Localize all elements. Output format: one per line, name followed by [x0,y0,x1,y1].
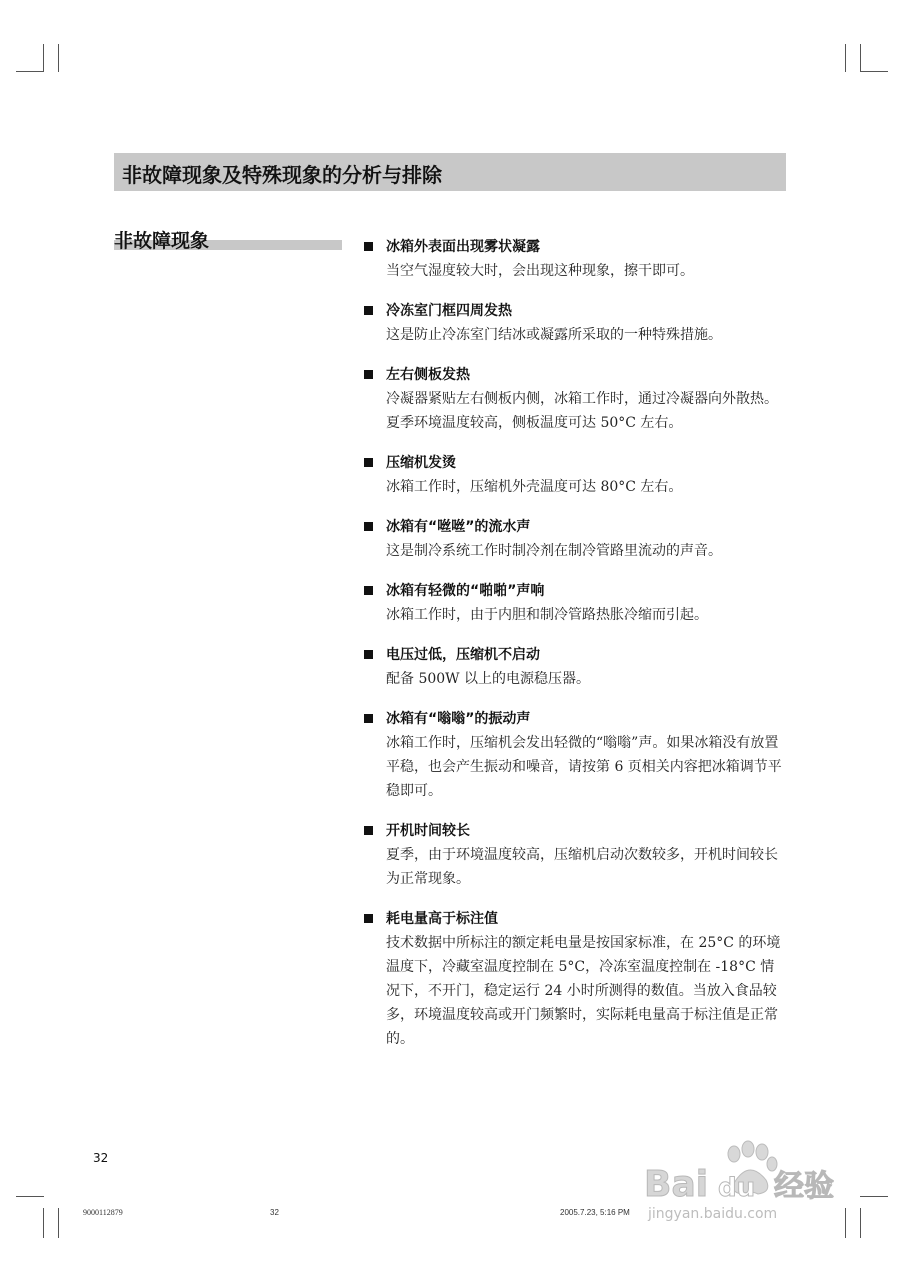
footer-document-code: 9000112879 [83,1208,123,1217]
item-body: 冰箱工作时，压缩机外壳温度可达 80°C 左右。 [386,479,683,495]
item-body: 配备 500W 以上的电源稳压器。 [386,671,591,687]
footer-page-number: 32 [270,1208,279,1217]
square-bullet-icon [364,914,373,923]
crop-mark [845,44,846,72]
square-bullet-icon [364,370,373,379]
square-bullet-icon [364,826,373,835]
square-bullet-icon [364,522,373,531]
list-item [364,644,788,691]
list-item [364,820,788,891]
square-bullet-icon [364,306,373,315]
watermark-du-text: du [718,1173,756,1203]
baidu-paw-logo-icon [640,1138,850,1228]
crop-mark [16,71,44,72]
crop-mark [860,71,888,72]
item-title: 冰箱有“嗡嗡”的振动声 [386,711,531,727]
watermark-url: jingyan.baidu.com [648,1206,778,1222]
footer-timestamp: 2005.7.23, 5:16 PM [560,1208,630,1217]
item-title: 冰箱外表面出现雾状凝露 [386,239,540,255]
item-title: 冰箱有“咝咝”的流水声 [386,519,531,535]
square-bullet-icon [364,650,373,659]
item-body: 夏季，由于环境温度较高，压缩机启动次数较多，开机时间较长为正常现象。 [386,847,778,887]
list-item [364,236,788,283]
page-number: 32 [93,1151,109,1165]
item-title: 耗电量高于标注值 [386,911,498,927]
square-bullet-icon [364,586,373,595]
item-body: 冰箱工作时，压缩机会发出轻微的“嗡嗡”声。如果冰箱没有放置平稳，也会产生振动和噪音，请按第 6 页相关内容把冰箱调节平稳即可。 [386,735,782,799]
crop-mark [860,1208,861,1238]
item-body: 这是防止冷冻室门结冰或凝露所采取的一种特殊措施。 [386,327,722,343]
crop-mark [58,1208,59,1238]
list-item [364,516,788,563]
crop-mark [43,44,44,72]
list-item [364,452,788,499]
list-item [364,908,788,1051]
item-body: 冰箱工作时，由于内胆和制冷管路热胀冷缩而引起。 [386,607,708,623]
crop-mark [43,1208,44,1238]
square-bullet-icon [364,242,373,251]
section-heading: 非故障现象 [114,230,210,252]
list-item [364,580,788,627]
list-item [364,364,788,435]
item-body: 这是制冷系统工作时制冷剂在制冷管路里流动的声音。 [386,543,722,559]
page-title: 非故障现象及特殊现象的分析与排除 [122,163,442,187]
item-title: 冷冻室门框四周发热 [386,303,512,319]
list-item [364,300,788,347]
phenomenon-list [364,236,788,1068]
crop-mark [860,1196,888,1197]
item-body: 技术数据中所标注的额定耗电量是按国家标准，在 25°C 的环境温度下，冷藏室温度控制在 5°C，冷冻室温度控制在 -18°C 情况下，不开门，稳定运行 24 小时所测得的数值。当放入食品较多，环境温度较高或开门频繁时，实际耗电量高于标注值是正常的。 [386,935,781,1047]
crop-mark [58,44,59,72]
item-title: 冰箱有轻微的“啪啪”声响 [386,583,545,599]
baidu-jingyan-watermark [640,1138,850,1228]
item-body: 当空气湿度较大时，会出现这种现象，擦干即可。 [386,263,694,279]
item-title: 开机时间较长 [386,823,470,839]
crop-mark [860,44,861,72]
item-body: 冷凝器紧贴左右侧板内侧，冰箱工作时，通过冷凝器向外散热。夏季环境温度较高，侧板温度可达 50°C 左右。 [386,391,778,431]
watermark-brand-text: Bai [644,1164,709,1205]
item-title: 压缩机发烫 [386,455,456,471]
watermark-jingyan-text: 经验 [774,1169,834,1204]
square-bullet-icon [364,458,373,467]
square-bullet-icon [364,714,373,723]
crop-mark [16,1196,44,1197]
list-item [364,708,788,803]
page-title-bar [114,153,786,191]
item-title: 左右侧板发热 [386,367,470,383]
item-title: 电压过低，压缩机不启动 [386,647,540,663]
